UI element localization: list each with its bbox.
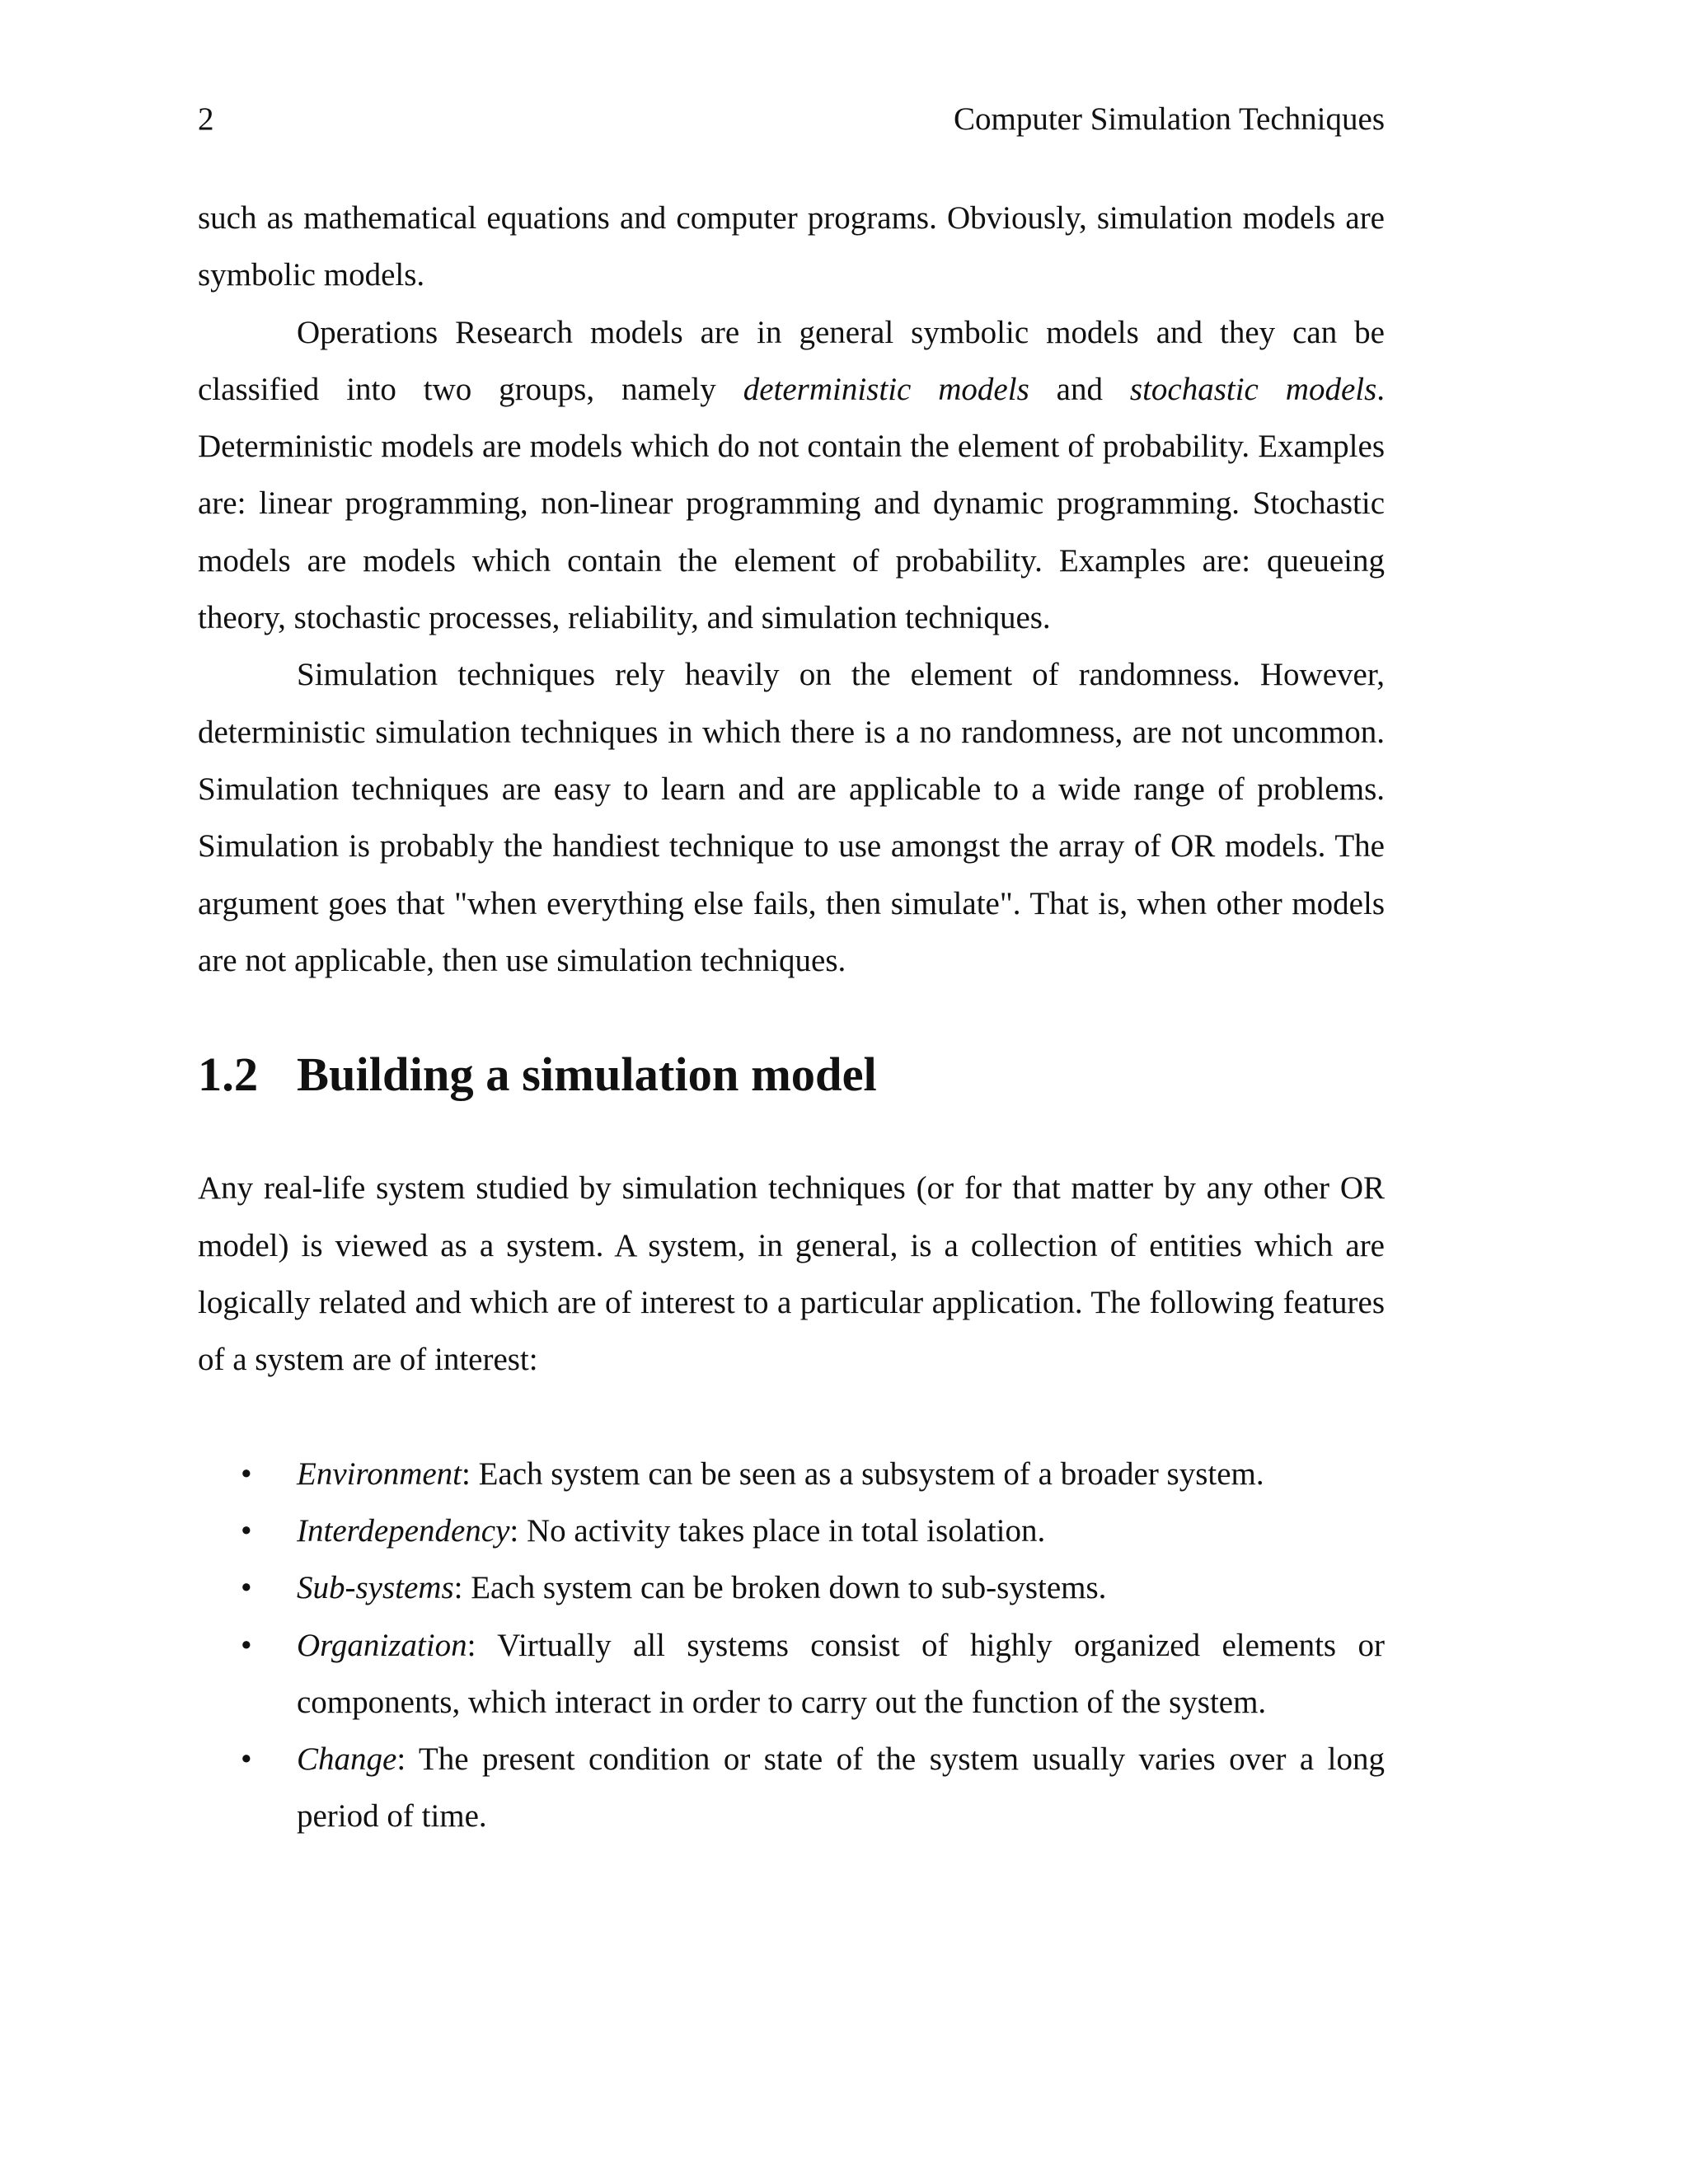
bullet-icon: • [241, 1512, 252, 1549]
paragraph-text: such as mathematical equations and computer programs. Obviously, simulation models are symbolic models. [198, 200, 1385, 293]
feature-description: : No activity takes place in total isolation. [509, 1512, 1046, 1549]
term-stochastic-models: stochastic models [1129, 371, 1377, 407]
bullet-icon: • [241, 1741, 252, 1778]
bullet-icon: • [241, 1455, 252, 1492]
spacer [198, 989, 1385, 1046]
page-header [198, 95, 1385, 144]
section-heading [198, 1046, 1385, 1103]
term-deterministic-models: deterministic models [743, 371, 1029, 407]
body-text [198, 190, 1385, 1845]
running-title: Computer Simulation Techniques [954, 101, 1385, 137]
spacer [198, 1103, 1385, 1160]
paragraph-simulation-techniques [198, 646, 1385, 989]
list-item [198, 1446, 1385, 1502]
list-item [198, 1731, 1385, 1845]
feature-term: Sub-systems [297, 1570, 454, 1606]
paragraph-text: and [1029, 371, 1130, 407]
page-number: 2 [198, 101, 214, 137]
bullet-icon: • [241, 1627, 252, 1663]
spacer [198, 1389, 1385, 1446]
paragraph-model-classification [198, 304, 1385, 647]
paragraph-text: . Deterministic models are models which do not contain the element of probability. Examples are: linear programming, non-linear programming and dynamic programming. Stochastic models are models which contain the element of probability. Examples are: queueing theory, stochastic processes, reliability, and simulation techniques. [198, 371, 1386, 636]
paragraph-text: Simulation techniques rely heavily on the element of randomness. However, deterministic simulation techniques in which there is a no randomness, are not uncommon. Simulation techniques are easy to learn and are applicable to a wide range of problems. Simulation is probably the handiest technique to use amongst the array of OR models. The argument goes that "when everything else fails, then simulate". That is, when other models are not applicable, then use simulation techniques. [198, 657, 1385, 978]
paragraph-text: Operations Research models are in general symbolic models and they can be classified into two groups, namely [198, 314, 1385, 407]
section-title: Building a simulation model [297, 1047, 877, 1102]
list-item [198, 1502, 1385, 1559]
feature-term: Change [297, 1741, 397, 1778]
feature-description: : Each system can be seen as a subsystem of a broader system. [462, 1455, 1264, 1492]
list-item [198, 1617, 1385, 1732]
feature-term: Interdependency [297, 1512, 510, 1549]
bullet-icon: • [241, 1570, 252, 1606]
list-item [198, 1559, 1385, 1616]
section-number: 1.2 [198, 1047, 259, 1102]
paragraph-section-intro [198, 1160, 1385, 1388]
feature-term: Environment [297, 1455, 462, 1492]
feature-description: : Each system can be broken down to sub-systems. [453, 1570, 1107, 1606]
paragraph-text: Any real-life system studied by simulation techniques (or for that matter by any other OR model) is viewed as a system. A system, in general, is a collection of entities which are logically related and which are of interest to a particular application. The following features of a system are of interest: [198, 1170, 1385, 1378]
feature-term: Organization [297, 1627, 467, 1663]
features-list [198, 1446, 1385, 1845]
feature-description: : Virtually all systems consist of highly organized elements or components, which interact in order to carry out the function of the system. [297, 1627, 1385, 1720]
feature-description: : The present condition or state of the system usually varies over a long period of time. [297, 1741, 1385, 1835]
paragraph-continuation [198, 190, 1385, 304]
